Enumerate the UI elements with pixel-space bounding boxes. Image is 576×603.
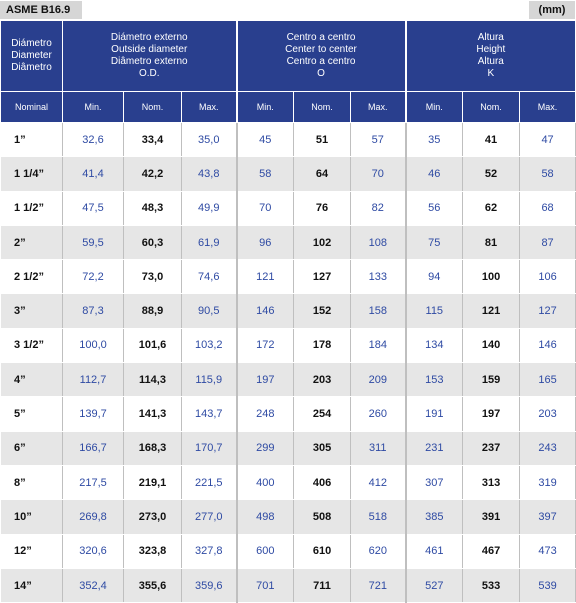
nominal-size-cell: 1” xyxy=(1,123,63,157)
h-min-cell: 527 xyxy=(406,568,463,602)
table-row xyxy=(1,465,576,499)
h-nom-cell: 121 xyxy=(463,294,520,328)
cc-nom-cell: 305 xyxy=(294,431,351,465)
nominal-size-cell: 4” xyxy=(1,363,63,397)
cc-nom-cell: 127 xyxy=(294,260,351,294)
h-max-cell: 539 xyxy=(520,568,576,602)
cc-max-cell: 57 xyxy=(351,123,406,157)
cc-max-cell: 133 xyxy=(351,260,406,294)
od-min-cell: 217,5 xyxy=(63,465,124,499)
header-h-es: Altura xyxy=(477,32,504,43)
h-min-cell: 115 xyxy=(406,294,463,328)
h-nom-cell: 62 xyxy=(463,191,520,225)
header-h-symbol: K xyxy=(487,68,495,79)
table-row xyxy=(1,500,576,534)
od-min-cell: 32,6 xyxy=(63,123,124,157)
cc-nom-cell: 610 xyxy=(294,534,351,568)
h-min-cell: 307 xyxy=(406,465,463,499)
h-max-cell: 319 xyxy=(520,465,576,499)
cc-nom-cell: 178 xyxy=(294,328,351,362)
cc-nom-cell: 102 xyxy=(294,225,351,259)
od-nom-cell: 42,2 xyxy=(124,157,182,191)
table-row xyxy=(1,225,576,259)
h-nom-cell: 159 xyxy=(463,363,520,397)
cc-min-cell: 58 xyxy=(237,157,294,191)
subheader-nominal: Nominal xyxy=(1,92,63,123)
nominal-size-cell: 5” xyxy=(1,397,63,431)
cc-max-cell: 70 xyxy=(351,157,406,191)
od-nom-cell: 88,9 xyxy=(124,294,182,328)
header-diameter-es: Diámetro xyxy=(11,38,52,49)
h-min-cell: 153 xyxy=(406,363,463,397)
h-nom-cell: 533 xyxy=(463,568,520,602)
od-max-cell: 170,7 xyxy=(182,431,237,465)
header-diameter-pt: Diâmetro xyxy=(11,62,52,73)
od-min-cell: 112,7 xyxy=(63,363,124,397)
header-outside-diameter xyxy=(63,21,237,92)
cc-max-cell: 82 xyxy=(351,191,406,225)
table-row xyxy=(1,431,576,465)
h-max-cell: 87 xyxy=(520,225,576,259)
od-min-cell: 320,6 xyxy=(63,534,124,568)
od-min-cell: 166,7 xyxy=(63,431,124,465)
od-max-cell: 327,8 xyxy=(182,534,237,568)
table-row xyxy=(1,534,576,568)
cc-min-cell: 299 xyxy=(237,431,294,465)
od-nom-cell: 73,0 xyxy=(124,260,182,294)
cc-max-cell: 209 xyxy=(351,363,406,397)
cc-nom-cell: 508 xyxy=(294,500,351,534)
nominal-size-cell: 10” xyxy=(1,500,63,534)
cc-min-cell: 172 xyxy=(237,328,294,362)
od-max-cell: 115,9 xyxy=(182,363,237,397)
nominal-size-cell: 2” xyxy=(1,225,63,259)
table-row xyxy=(1,397,576,431)
cc-min-cell: 121 xyxy=(237,260,294,294)
od-nom-cell: 355,6 xyxy=(124,568,182,602)
title-bar xyxy=(0,0,575,20)
od-nom-cell: 168,3 xyxy=(124,431,182,465)
od-max-cell: 221,5 xyxy=(182,465,237,499)
h-min-cell: 75 xyxy=(406,225,463,259)
od-min-cell: 139,7 xyxy=(63,397,124,431)
subheader-h-min: Min. xyxy=(406,92,463,123)
cc-max-cell: 311 xyxy=(351,431,406,465)
h-nom-cell: 237 xyxy=(463,431,520,465)
cc-min-cell: 498 xyxy=(237,500,294,534)
table-row xyxy=(1,260,576,294)
cc-nom-cell: 152 xyxy=(294,294,351,328)
table-row xyxy=(1,294,576,328)
od-max-cell: 43,8 xyxy=(182,157,237,191)
cc-max-cell: 518 xyxy=(351,500,406,534)
cc-min-cell: 248 xyxy=(237,397,294,431)
h-max-cell: 146 xyxy=(520,328,576,362)
od-min-cell: 47,5 xyxy=(63,191,124,225)
od-max-cell: 90,5 xyxy=(182,294,237,328)
h-min-cell: 46 xyxy=(406,157,463,191)
subheader-cc-max: Max. xyxy=(351,92,406,123)
od-max-cell: 74,6 xyxy=(182,260,237,294)
od-nom-cell: 101,6 xyxy=(124,328,182,362)
cc-nom-cell: 406 xyxy=(294,465,351,499)
cc-nom-cell: 711 xyxy=(294,568,351,602)
nominal-size-cell: 12” xyxy=(1,534,63,568)
h-nom-cell: 197 xyxy=(463,397,520,431)
cc-min-cell: 96 xyxy=(237,225,294,259)
cc-max-cell: 620 xyxy=(351,534,406,568)
h-max-cell: 243 xyxy=(520,431,576,465)
subheader-od-nom: Nom. xyxy=(124,92,182,123)
standard-label: ASME B16.9 xyxy=(0,1,82,19)
od-nom-cell: 141,3 xyxy=(124,397,182,431)
subheader-cc-min: Min. xyxy=(237,92,294,123)
h-nom-cell: 467 xyxy=(463,534,520,568)
header-cc-es: Centro a centro xyxy=(286,32,356,43)
od-min-cell: 72,2 xyxy=(63,260,124,294)
h-max-cell: 473 xyxy=(520,534,576,568)
subheader-h-max: Max. xyxy=(520,92,576,123)
table-row xyxy=(1,157,576,191)
h-min-cell: 35 xyxy=(406,123,463,157)
h-nom-cell: 140 xyxy=(463,328,520,362)
h-min-cell: 231 xyxy=(406,431,463,465)
od-max-cell: 61,9 xyxy=(182,225,237,259)
od-nom-cell: 114,3 xyxy=(124,363,182,397)
od-max-cell: 35,0 xyxy=(182,123,237,157)
od-max-cell: 103,2 xyxy=(182,328,237,362)
h-max-cell: 165 xyxy=(520,363,576,397)
cc-min-cell: 70 xyxy=(237,191,294,225)
header-od-symbol: O.D. xyxy=(138,68,160,79)
nominal-size-cell: 2 1/2” xyxy=(1,260,63,294)
dimensions-table xyxy=(0,20,576,603)
subheader-od-min: Min. xyxy=(63,92,124,123)
h-max-cell: 106 xyxy=(520,260,576,294)
header-cc-en: Center to center xyxy=(285,44,357,55)
cc-min-cell: 146 xyxy=(237,294,294,328)
subheader-od-max: Max. xyxy=(182,92,237,123)
od-min-cell: 352,4 xyxy=(63,568,124,602)
od-nom-cell: 48,3 xyxy=(124,191,182,225)
od-nom-cell: 273,0 xyxy=(124,500,182,534)
cc-min-cell: 701 xyxy=(237,568,294,602)
h-min-cell: 56 xyxy=(406,191,463,225)
od-max-cell: 277,0 xyxy=(182,500,237,534)
cc-max-cell: 260 xyxy=(351,397,406,431)
h-nom-cell: 391 xyxy=(463,500,520,534)
subheader-cc-nom: Nom. xyxy=(294,92,351,123)
od-nom-cell: 60,3 xyxy=(124,225,182,259)
h-min-cell: 191 xyxy=(406,397,463,431)
od-nom-cell: 219,1 xyxy=(124,465,182,499)
header-od-pt: Diâmetro externo xyxy=(110,56,188,67)
cc-nom-cell: 203 xyxy=(294,363,351,397)
h-nom-cell: 313 xyxy=(463,465,520,499)
cc-max-cell: 108 xyxy=(351,225,406,259)
h-min-cell: 94 xyxy=(406,260,463,294)
table-row xyxy=(1,191,576,225)
cc-nom-cell: 254 xyxy=(294,397,351,431)
nominal-size-cell: 8” xyxy=(1,465,63,499)
table-row xyxy=(1,123,576,157)
units-label: (mm) xyxy=(529,1,575,19)
header-od-es: Diámetro externo xyxy=(110,32,188,43)
cc-max-cell: 412 xyxy=(351,465,406,499)
header-center-to-center xyxy=(237,21,406,92)
h-max-cell: 68 xyxy=(520,191,576,225)
nominal-size-cell: 6” xyxy=(1,431,63,465)
nominal-size-cell: 3” xyxy=(1,294,63,328)
subheader-h-nom: Nom. xyxy=(463,92,520,123)
table-row xyxy=(1,363,576,397)
header-cc-symbol: O xyxy=(317,68,325,79)
cc-min-cell: 600 xyxy=(237,534,294,568)
header-od-en: Outside diameter xyxy=(111,44,188,55)
od-max-cell: 143,7 xyxy=(182,397,237,431)
od-nom-cell: 33,4 xyxy=(124,123,182,157)
h-max-cell: 203 xyxy=(520,397,576,431)
nominal-size-cell: 1 1/2” xyxy=(1,191,63,225)
h-min-cell: 385 xyxy=(406,500,463,534)
cc-nom-cell: 64 xyxy=(294,157,351,191)
od-nom-cell: 323,8 xyxy=(124,534,182,568)
h-nom-cell: 81 xyxy=(463,225,520,259)
h-max-cell: 58 xyxy=(520,157,576,191)
od-min-cell: 59,5 xyxy=(63,225,124,259)
cc-nom-cell: 76 xyxy=(294,191,351,225)
h-max-cell: 397 xyxy=(520,500,576,534)
od-min-cell: 41,4 xyxy=(63,157,124,191)
h-min-cell: 134 xyxy=(406,328,463,362)
nominal-size-cell: 1 1/4” xyxy=(1,157,63,191)
od-min-cell: 100,0 xyxy=(63,328,124,362)
cc-nom-cell: 51 xyxy=(294,123,351,157)
nominal-size-cell: 3 1/2” xyxy=(1,328,63,362)
cc-min-cell: 197 xyxy=(237,363,294,397)
od-max-cell: 49,9 xyxy=(182,191,237,225)
table-body xyxy=(1,123,576,603)
header-h-pt: Altura xyxy=(477,56,504,67)
od-min-cell: 87,3 xyxy=(63,294,124,328)
cc-min-cell: 45 xyxy=(237,123,294,157)
nominal-size-cell: 14” xyxy=(1,568,63,602)
h-nom-cell: 52 xyxy=(463,157,520,191)
table-row xyxy=(1,568,576,602)
table-row xyxy=(1,328,576,362)
h-max-cell: 47 xyxy=(520,123,576,157)
header-h-en: Height xyxy=(476,44,506,55)
h-nom-cell: 100 xyxy=(463,260,520,294)
h-min-cell: 461 xyxy=(406,534,463,568)
header-diameter xyxy=(1,21,63,92)
cc-min-cell: 400 xyxy=(237,465,294,499)
h-max-cell: 127 xyxy=(520,294,576,328)
cc-max-cell: 158 xyxy=(351,294,406,328)
od-max-cell: 359,6 xyxy=(182,568,237,602)
cc-max-cell: 184 xyxy=(351,328,406,362)
od-min-cell: 269,8 xyxy=(63,500,124,534)
header-height xyxy=(406,21,576,92)
cc-max-cell: 721 xyxy=(351,568,406,602)
header-diameter-en: Diameter xyxy=(11,50,52,61)
header-cc-pt: Centro a centro xyxy=(286,56,356,67)
h-nom-cell: 41 xyxy=(463,123,520,157)
